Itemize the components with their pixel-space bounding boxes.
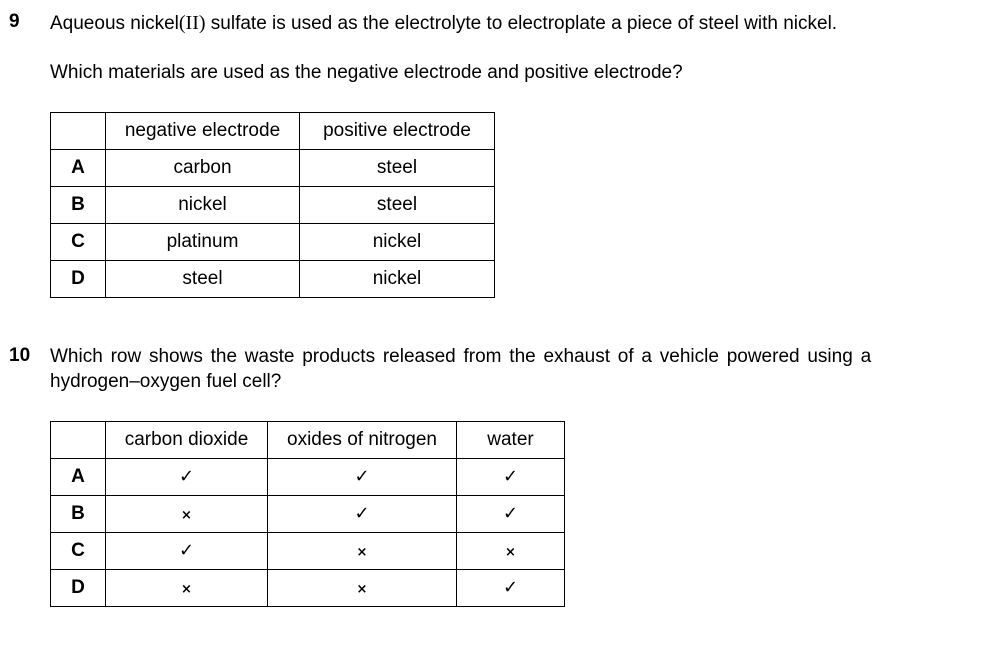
option-letter[interactable]: A xyxy=(51,459,106,496)
header-oxides-of-nitrogen: oxides of nitrogen xyxy=(268,422,457,459)
cross-icon: × xyxy=(356,582,368,597)
header-water: water xyxy=(457,422,565,459)
question-10-stem-line2: hydrogen–oxygen fuel cell? xyxy=(50,371,282,392)
option-letter[interactable]: D xyxy=(51,570,106,607)
carbon-dioxide-cell xyxy=(106,496,268,533)
positive-electrode-cell: steel xyxy=(300,187,495,224)
option-letter[interactable]: A xyxy=(51,150,106,187)
question-10-stem-line1: Which row shows the waste products released from the exhaust of a vehicle powered using a xyxy=(50,346,872,367)
header-cell-blank xyxy=(51,422,106,459)
table-row[interactable] xyxy=(51,224,495,261)
tick-icon: ✓ xyxy=(354,503,370,524)
tick-icon: ✓ xyxy=(178,540,195,561)
tick-icon: ✓ xyxy=(502,466,519,487)
question-9-prompt: Which materials are used as the negative electrode and positive electrode? xyxy=(50,62,683,83)
question-9-stem xyxy=(50,11,837,36)
header-positive-electrode: positive electrode xyxy=(300,113,495,150)
water-cell xyxy=(457,533,565,570)
water-cell xyxy=(457,570,565,607)
header-carbon-dioxide: carbon dioxide xyxy=(106,422,268,459)
table-row[interactable] xyxy=(51,570,565,607)
question-9-stem-part1: Aqueous nickel xyxy=(50,13,179,34)
negative-electrode-cell: nickel xyxy=(106,187,300,224)
tick-icon: ✓ xyxy=(178,466,195,487)
question-9-number: 9 xyxy=(9,11,20,32)
option-letter[interactable]: B xyxy=(51,187,106,224)
header-negative-electrode: negative electrode xyxy=(106,113,300,150)
tick-icon: ✓ xyxy=(354,466,370,487)
table-header-row xyxy=(51,113,495,150)
oxides-of-nitrogen-cell xyxy=(268,496,457,533)
option-letter[interactable]: C xyxy=(51,533,106,570)
oxides-of-nitrogen-cell xyxy=(268,459,457,496)
cross-icon: × xyxy=(356,545,368,560)
negative-electrode-cell: steel xyxy=(106,261,300,298)
cross-icon: × xyxy=(181,582,192,597)
water-cell xyxy=(457,459,565,496)
question-9-stem-roman-numeral: (II) xyxy=(178,12,206,34)
question-10-number: 10 xyxy=(9,345,31,366)
water-cell xyxy=(457,496,565,533)
positive-electrode-cell: steel xyxy=(300,150,495,187)
table-row[interactable] xyxy=(51,187,495,224)
table-row[interactable] xyxy=(51,533,565,570)
oxides-of-nitrogen-cell xyxy=(268,533,457,570)
cross-icon: × xyxy=(505,545,516,560)
carbon-dioxide-cell xyxy=(106,570,268,607)
cross-icon: × xyxy=(181,508,192,523)
carbon-dioxide-cell xyxy=(106,459,268,496)
option-letter[interactable]: B xyxy=(51,496,106,533)
table-row[interactable] xyxy=(51,459,565,496)
question-10-options-table xyxy=(50,421,565,607)
table-row[interactable] xyxy=(51,261,495,298)
table-row[interactable] xyxy=(51,150,495,187)
table-header-row xyxy=(51,422,565,459)
oxides-of-nitrogen-cell xyxy=(268,570,457,607)
option-letter[interactable]: D xyxy=(51,261,106,298)
positive-electrode-cell: nickel xyxy=(300,261,495,298)
header-cell-blank xyxy=(51,113,106,150)
negative-electrode-cell: platinum xyxy=(106,224,300,261)
tick-icon: ✓ xyxy=(502,503,519,524)
positive-electrode-cell: nickel xyxy=(300,224,495,261)
tick-icon: ✓ xyxy=(502,577,519,598)
question-9-stem-part2: sulfate is used as the electrolyte to electroplate a piece of steel with nickel. xyxy=(205,13,838,34)
negative-electrode-cell: carbon xyxy=(106,150,300,187)
table-row[interactable] xyxy=(51,496,565,533)
option-letter[interactable]: C xyxy=(51,224,106,261)
question-9-options-table xyxy=(50,112,495,298)
carbon-dioxide-cell xyxy=(106,533,268,570)
